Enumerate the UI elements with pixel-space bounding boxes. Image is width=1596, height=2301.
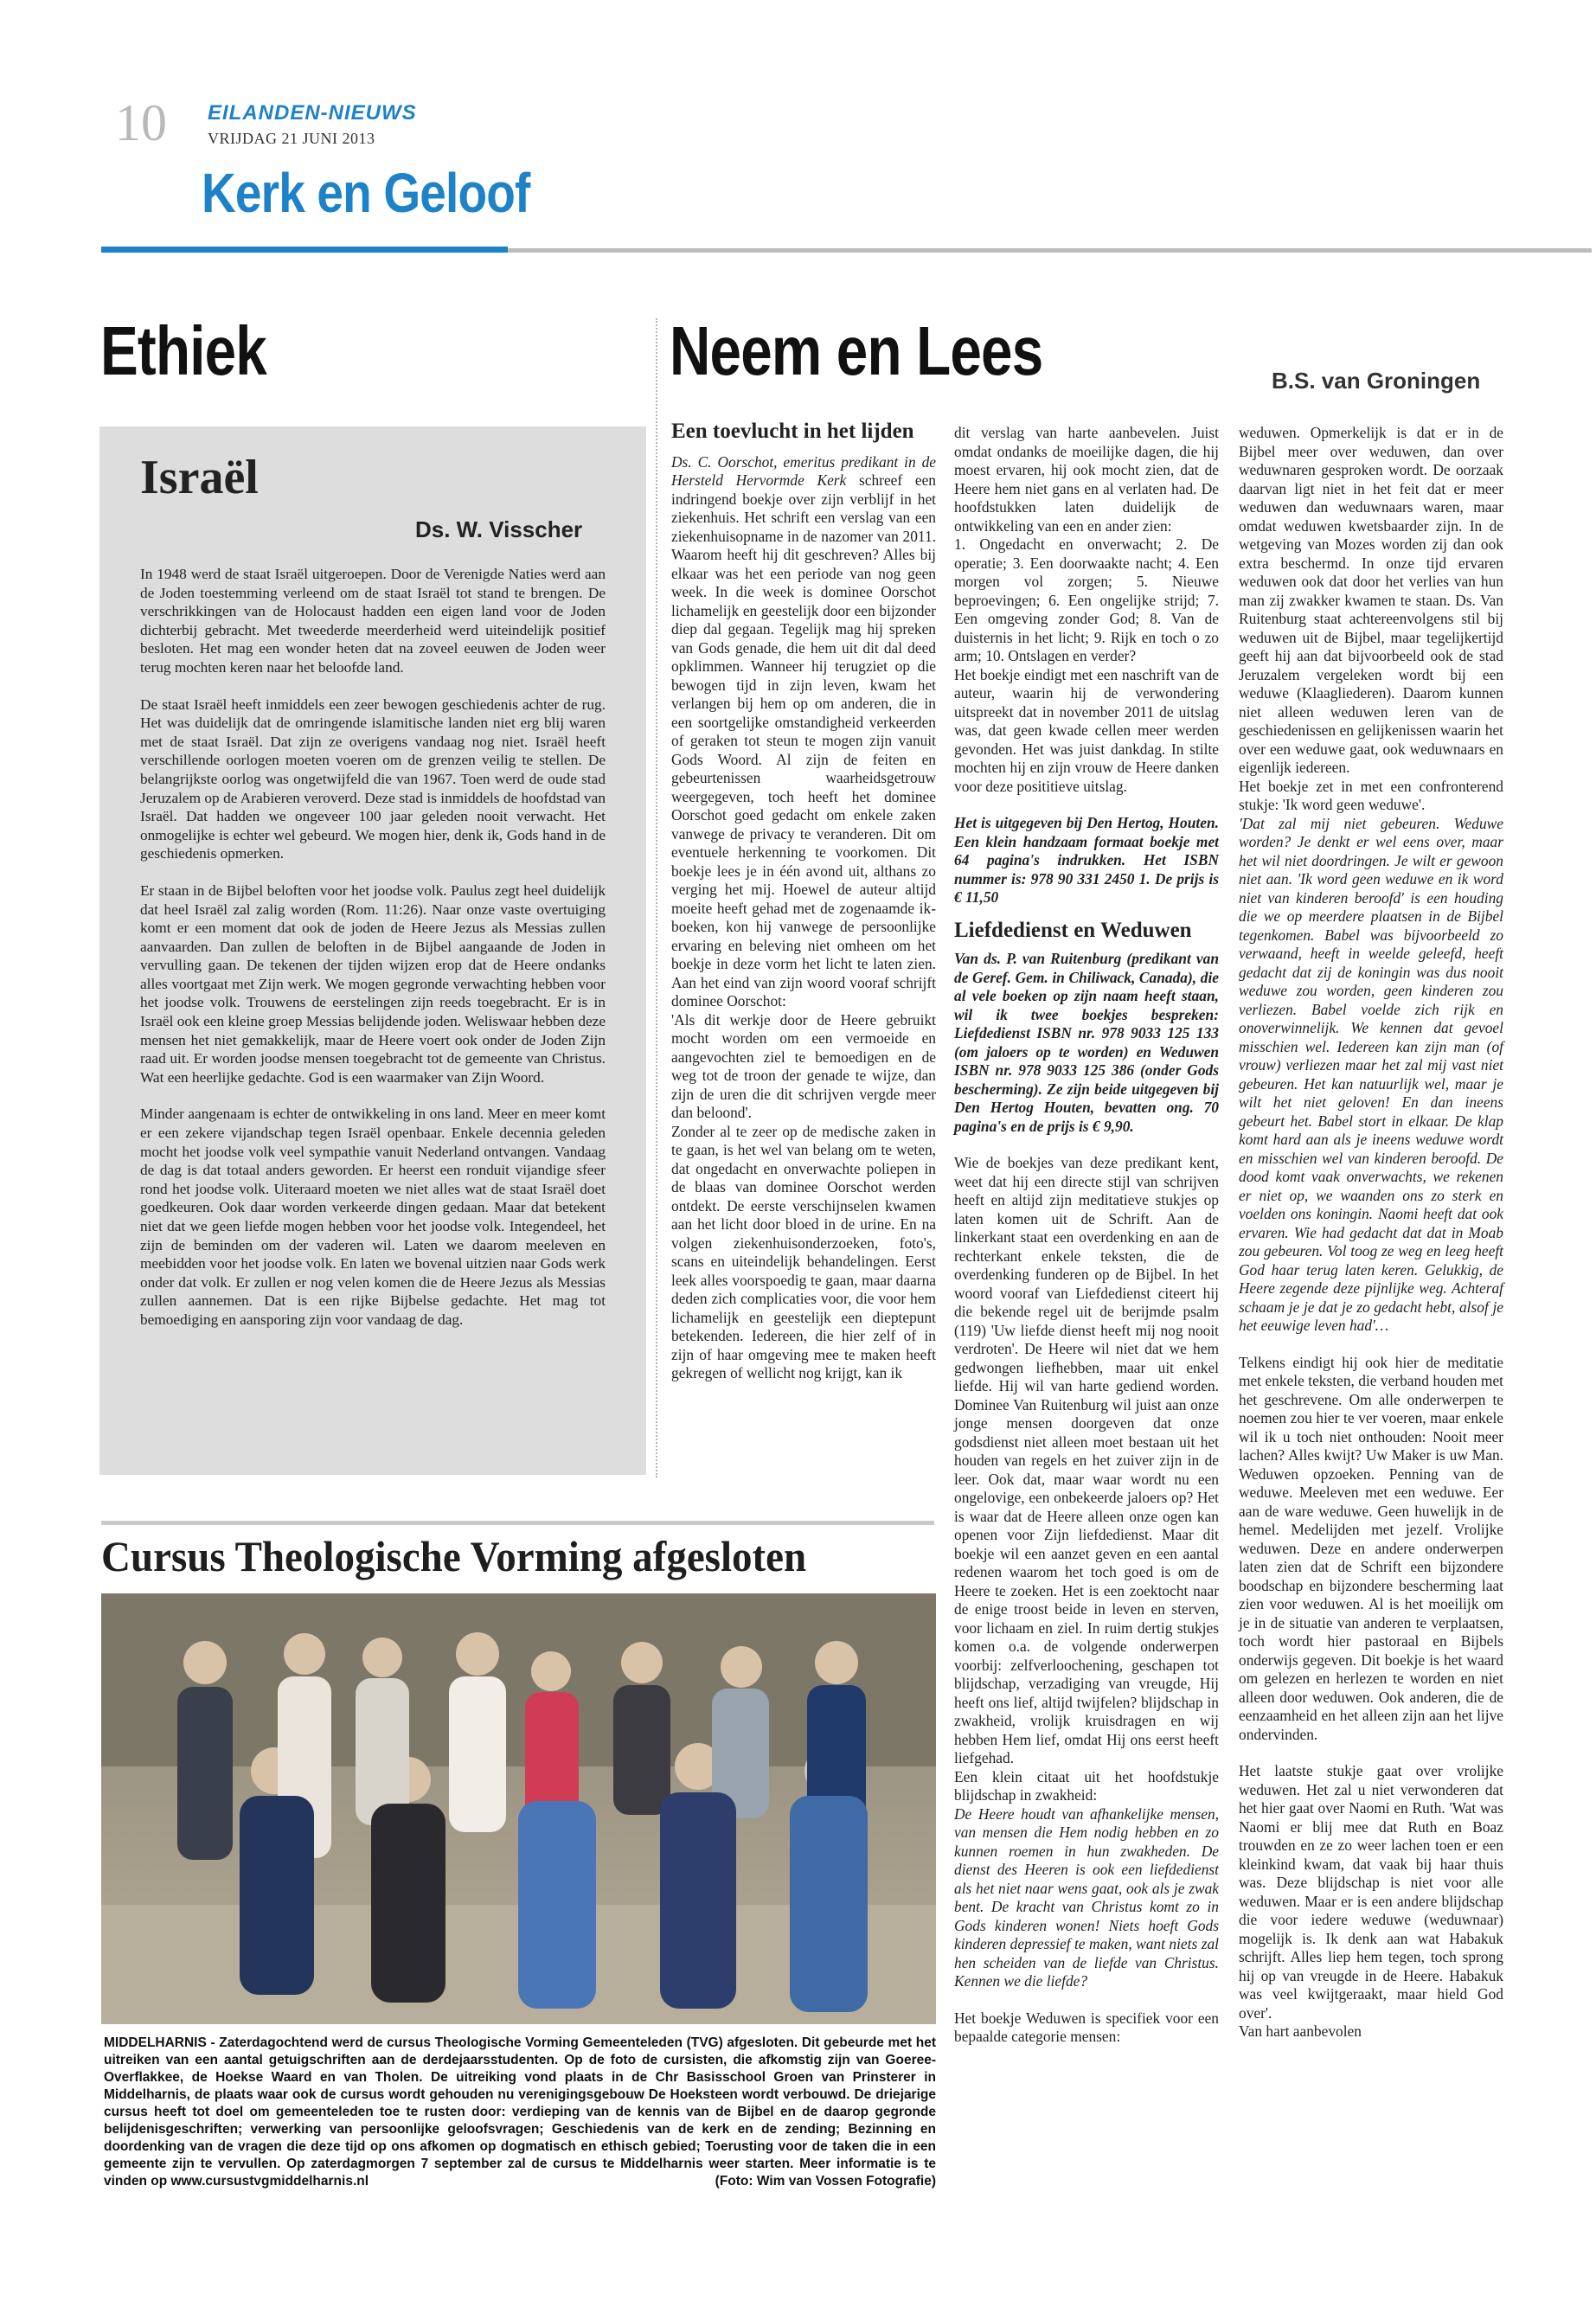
ethiek-heading: Ethiek <box>100 312 266 389</box>
paragraph: In 1948 werd de staat Israël uitgeroepen. Door de Verenigde Naties werd aan de Joden toestemming verleend om de staat Israël tot stand te brengen. De verschrikkingen van de Holocaust hadden een eigen land voor de Joden dichterbij gebracht. Met tweederde meerderheid werd uiteindelijk positief besloten. Het mag een wonder heten dat na zoveel eeuwen de Joden weer terug mochten keren naar het beloofde land. <box>140 566 606 676</box>
paragraph: De staat Israël heeft inmiddels een zeer bewogen geschiedenis achter de rug. Het was duidelijk dat de omringende islamitische landen niet erg blij waren met de staat Israël. Dat zijn ze overigens vandaag nog niet. Israël heeft verschillende oorlogen moeten voeren om de grenzen veilig te stellen. De belangrijkste oorlog was ongetwijfeld die van 1967. Toen werd de oude stad Jeruzalem op de Arabieren veroverd. Deze stad is inmiddels de hoofdstad van Israël. Dat hadden we ongeveer 100 jaar geleden nooit verwacht. Het onmogelijke is echter wel gebeurd. We mogen hier, denk ik, Gods hand in de geschiedenis opmerken. <box>140 695 606 862</box>
column-2 <box>671 422 936 1383</box>
intro-body: schreef een indringend boekje over zijn verblijf in het ziekenhuis. Het schrift een verslag van een ziekenhuisopname in de nazomer van 2011. Waarom heeft hij dit geschreven? Alles bij elkaar was het een periode van nog geen week. In die week is dominee Oorschot lichamelijk en geestelijk door een bijzonder diep dal gegaan. Tegelijk mag hij spreken van Gods genade, die hem uit dit dal deed opklimmen. Wanneer hij terugziet op die bewogen tijd in zijn leven, kwam het verlangen bij hem op om anderen, die in een soortgelijke omstandigheid verkeerden of geraken tot steun te mogen zijn vanuit Gods Woord. Al zijn de feiten en gebeurtenissen waarheidsgetrouw weergegeven, toch heeft het dominee Oorschot goed gedacht om enkele zaken vanwege de privacy te veranderen. Dit om eventuele herkenning te voorkomen. Dit boekje lees je in één avond uit, althans zo verging het mij. Hoewel de auteur altijd moeite heeft gehad met de zogenaamde ik-boeken, kon hij vanwege de persoonlijke ervaring en beleving niet omheen om het boekje in deze vorm het licht te laten zien. Aan het eind van zijn woord vooraf schrijft dominee Oorschot: <box>671 471 936 1009</box>
paragraph: dit verslag van harte aanbevelen. Juist omdat ondanks de moeilijke dagen, die hij moest ervaren, hij ook mocht zien, dat de Heere hem niet gans en al verlaten had. De hoofdstukken laten duidelijk de ontwikkeling van een en ander zien: <box>954 424 1219 535</box>
newspaper-logo: EILANDEN-NIEUWS <box>208 101 417 125</box>
ethiek-article-body <box>140 565 606 1348</box>
group-photo-illustration <box>101 1593 936 2024</box>
column-separator <box>656 318 657 1477</box>
paragraph: weduwen. Opmerkelijk is dat er in de Bijbel meer over weduwen, dan over weduwnaren gesproken wordt. De oorzaak daarvan ligt niet in het feit dat er meer weduwen dan weduwnaars waren, maar omdat weduwen kwetsbaarder zijn. In de wetgeving van Mozes worden zij dan ook extra beschermd. In onze tijd ervaren weduwen ook dat door het verlies van hun man zij zwakker kwamen te staan. Ds. Van Ruitenburg staat achtereenvolgens stil bij weduwen uit de Bijbel, maar tegelijkertijd geeft hij aan dat bijvoorbeeld ook de stad Jeruzalem vergeleken wordt bij een weduwe (Klaagliederen). Daarom kunnen niet alleen weduwen leren van de geschiedenissen en gelijkenissen waarin het over een weduwe gaat, ook weduwnaars en eigenlijk iedereen. <box>1239 424 1503 776</box>
closing-line: Van hart aanbevolen <box>1239 2022 1362 2040</box>
cursus-title: Cursus Theologische Vorming afgesloten <box>101 1532 807 1580</box>
column-4 <box>1239 424 1503 2041</box>
photo-caption <box>104 2035 936 2190</box>
neem-en-lees-heading: Neem en Lees <box>670 312 1043 389</box>
chapter-list: 1. Ongedacht en onverwacht; 2. De operatie; 3. Een doorwaakte nacht; 4. Een morgen vol zorgen; 5. Nieuwe beproevingen; 6. Een ongelijke strijd; 7. Een omgeving zonder God; 8. Van de duisternis in het licht; 9. Rijk en toch o zo arm; 10. Ontslagen en verder? <box>954 535 1219 664</box>
photo-credit: (Foto: Wim van Vossen Fotografie) <box>715 2174 936 2189</box>
issue-date: VRIJDAG 21 JUNI 2013 <box>208 130 375 147</box>
section-rule <box>508 248 1592 253</box>
section-rule-accent <box>101 247 508 253</box>
neem-en-lees-author: B.S. van Groningen <box>1272 368 1481 394</box>
quote: 'Dat zal mij niet gebeuren. Weduwe worden? Je denkt er wel eens over, maar het wil niet doordringen. Je wilt er gewoon niet aan. 'Ik word geen weduwe en ik word niet van kinderen beroofd' is een houding die we op meerdere plaatsen in de Bijbel tegenkomen. Babel was bijvoorbeeld zo verwaand, heeft in weelde geleefd, heeft gedacht dat zij de koningin was dus nooit weduwe zou worden, geen kinderen zou verliezen. Babel voelde zich rijk en onoverwinnelijk. We kennen dat gevoel misschien wel. Iedereen kan zijn man (of vrouw) verliezen maar het zal mij vast niet gebeuren. Het kan natuurlijk wel, maar je wilt het niet geloven! En dan ineens gebeurt het. Babel stort in elkaar. De klap komt hard aan als je ineens weduwe wordt en misschien wel van kinderen beroofd. De dood komt vaak onverwachts, we rekenen er niet op, we waanden ons zo sterk en voelden ons koningin. Naomi heeft dat ook ervaren. Wie had gedacht dat dat in Moab zou gebeuren. Vol toog ze weg en leeg heeft God haar terug laten keren. Gelukkig, de Heere zegende deze pijnlijke weg. Achteraf schaam je je dat je zo gedacht hebt, alsof je het eeuwige leven had'… <box>1239 814 1503 1334</box>
ethiek-article-title: Israël <box>140 451 259 504</box>
ethiek-author: Ds. W. Visscher <box>415 516 583 542</box>
column-3 <box>954 424 1219 2047</box>
group-photo <box>101 1593 936 2024</box>
paragraph: Een klein citaat uit het hoofdstukje blijdschap in zwakheid: <box>954 1767 1219 1804</box>
intro-italic: Ds. C. Oorschot, emeritus predikant in de Hersteld Hervormde Kerk <box>671 452 936 489</box>
cursus-rule <box>101 1521 934 1525</box>
article-title-toevlucht: Een toevlucht in het lijden <box>671 420 914 443</box>
paragraph: Het boekje eindigt met een naschrift van de auteur, waarin hij de verwondering uitspreekt dat in november 2011 de uitslag was, dat geen kwade cellen meer werden gevonden. Het was juist dankdag. In stilte mochten hij en zijn vrouw de Heere danken voor deze posititieve uitslag. <box>954 665 1219 795</box>
publication-info: Het is uitgegeven bij Den Hertog, Houten. Een klein handzaam formaat boekje met 64 pagina's indrukken. Het ISBN nummer is: 978 90 331 2450 1. De prijs is € 11,50 <box>954 814 1219 906</box>
section-title: Kerk en Geloof <box>202 162 530 224</box>
paragraph: Minder aangenaam is echter de ontwikkeling in ons land. Meer en meer komt er een zekere vijandschap tegen Israël openbaar. Enkele decennia geleden mocht het joodse volk veel sympathie vanuit Nederland ontvangen. Vandaag de dag is dat totaal anders geworden. Er heerst een ronduit vijandige sfeer rond het joodse volk. Uiteraard moeten we niet alles wat de staat Israël doet goedkeuren. Ook daar worden verkeerde dingen gedaan. Maar dat betekent niet dat we geen liefde mogen hebben voor het joodse volk. Integendeel, het zijn de beminden om der vaderen wil. Laten we daarom meeleven en meebidden voor het joodse volk. En laten we bovenal uitzien naar Gods werk onder dat volk. Er zullen er nog velen komen die de Heere Jezus als Messias zullen aannemen. Dat is een rijke Bijbelse gedachte. Het mag tot bemoediging en aansporing zijn voor vandaag de dag. <box>140 1106 606 1328</box>
paragraph: Het boekje Weduwen is specifiek voor een bepaalde categorie mensen: <box>954 2009 1219 2045</box>
paragraph: Zonder al te zeer op de medische zaken in te gaan, is het wel van belang om te weten, dat ongedacht en onverwachte poliepen in de blaas van dominee Oorschot werden ontdekt. De eerste verschijnselen kwamen aan het licht door bloed in de urine. En na volgen ziekenhuisonderzoeken, foto's, scans en uiteindelijk behandelingen. Eerst leek alles voorspoedig te gaan, maar daarna deden zich complicaties voor, die voor hem lichamelijk en geestelijk een dieptepunt betekenden. Iedereen, die hier zelf of in zijn of haar omgeving mee te maken heeft gekregen of wellicht nog krijgt, kan ik <box>671 1122 936 1381</box>
paragraph: Wie de boekjes van deze predikant kent, weet dat hij een directe stijl van schrijven heeft en altijd zijn meditatieve stukjes op laten komen uit de Schrift. Aan de linkerkant staat een overdenking en aan de rechterkant enkele teksten, die de overdenking funderen op de Bijbel. In het woord vooraf van Liefdedienst citeert hij die bekende regel uit de berijmde psalm (119) 'Uw liefde dienst heeft mij nog nooit verdroten'. De Heere wil niet dat we hem gedwongen liefhebben, maar uit enkel liefde. Hij wil van harte gediend worden. Dominee Van Ruitenburg wil juist aan onze jonge mensen doorgeven dat onze godsdienst niet alleen moet bestaan uit het houden van regels en het zuiver zijn in de leer. Ook dat, maar waar wordt nu een ongelovige, een onbekeerde jaloers op? Het is waar dat de Heere alleen onze ogen kan openen voor Zijn liefdedienst. Maar dit boekje wil een aanzet geven en een aantal redenen waarom het toch goed is om de Heere te zoeken. Het is een zoektocht naar de enige troost beide in leven en sterven, voor lichaam en ziel. In ruim dertig stukjes komen o.a. de volgende onderwerpen voorbij: zelfverloochening, geschapen tot blijdschap, verzadiging van vreugde, Hij heeft ons lief, altijd twijfelen? blijdschap in zwakheid, vrolijk kruisdragen en wij hebben Hem lief, omdat Hij ons eerst heeft liefgehad. <box>954 1154 1219 1766</box>
paragraph: Telkens eindigt hij ook hier de meditatie met enkele teksten, die verband houden met het geschrevene. Om alle onderwerpen te noemen zou hier te ver voeren, maar enkele wil ik u toch niet onthouden: Nooit meer lachen? Alles kwijt? Uw Maker is uw Man. Weduwen opzoeken. Penning van de weduwe. Meeleven met een weduwe. Eer aan de ware weduwe. Geen huwelijk in de hemel. Medelijden met jezelf. Vrolijke weduwen. Deze en andere onderwerpen laten zien dat de Schrift een bijzondere boodschap en bijzondere bescherming laat zien voor weduwen. Al is het moeilijk om je in de situatie van anderen te verplaatsen, toch wordt hier pastoraal en Bijbels onderwijs gegeven. Dit boekje is het waard om gelezen en herlezen te worden en niet alleen door weduwen. Ook anderen, die de eenzaamheid en het alleen zijn aan het lijve ondervinden. <box>1239 1353 1503 1743</box>
paragraph: Het boekje zet in met een confronterend stukje: 'Ik word geen weduwe'. <box>1239 777 1503 813</box>
quote: De Heere houdt van afhankelijke mensen, van mensen die Hem nodig hebben en zo kunnen roemen in hun zwakheden. De dienst des Heeren is ook een liefdedienst als het niet naar wens gaat, ook als je zwak bent. De kracht van Christus komt zo in Gods kinderen wonen! Niets hoeft Gods kinderen depressief te maken, want niets zal hen scheiden van de liefde van Christus. Kennen we die liefde? <box>954 1804 1219 1990</box>
paragraph: Er staan in de Bijbel beloften voor het joodse volk. Paulus zegt heel duidelijk dat heel Israël zal zalig worden (Rom. 11:26). Naar onze vaste overtuiging komt er een moment dat ook de joden de Heere Jezus als Messias zullen aanvaarden. Dan zullen de beloften in de Bijbel aangaande de Joden in vervulling gaan. De tekenen der tijden wijzen erop dat de Heere ondanks alles voortgaat met Zijn werk. We mogen gegronde verwachting hebben voor het joodse volk. Trouwens de eerstelingen zijn reeds toegebracht. Er is in Israël ook een kleine groep Messias belijdende joden. Weliswaar hebben deze mensen het niet gemakkelijk, maar de Heere voert ook onder de Joden Zijn raad uit. Er worden joodse mensen toegebracht tot de gemeente van Christus. Wat een heerlijke gedachte. God is een waarmaker van Zijn Woord. <box>140 881 606 1086</box>
paragraph: Het laatste stukje gaat over vrolijke weduwen. Het zal u niet verwonderen dat het hier gaat over Naomi en Ruth. 'Wat was Naomi er blij mee dat Ruth en Boaz trouwden en ze zo weer lachen toen er een kleinkind kwam, dat vaak bij haar thuis was. Deze blijdschap is niet voor alle weduwen. Maar er is een andere blijdschap die voor iedere weduwe (weduwnaar) mogelijk is. Ik denk aan wat Habakuk schrijft. Alles liep hem tegen, toch sprong hij op van vreugde in de Heere. Habakuk was veel kwijtgeraakt, maar hield God over'. <box>1239 1762 1503 2022</box>
paragraph <box>671 453 936 1011</box>
quote: 'Als dit werkje door de Heere gebruikt mocht worden om een vermoeide en aangevochten ziel te bemoedigen en de weg tot de troon der genade te wijze, dan zijn de uren die dit schrijven vergde meer dan beloond'. <box>671 1010 936 1121</box>
article-intro: Van ds. P. van Ruitenburg (predikant van de Geref. Gem. in Chiliwack, Canada), die al vele boeken op zijn naam heeft staan, wil ik twee boekjes bespreken: Liefdedienst ISBN nr. 978 9033 125 133 (om jaloers op te worden) en Weduwen ISBN nr. 978 9033 125 386 (onder Gods bescherming). Ze zijn beide uitgegeven bij Den Hertog Houten, bevatten ong. 70 pagina's en de prijs is € 9,90. <box>954 950 1219 1135</box>
caption-text: MIDDELHARNIS - Zaterdagochtend werd de cursus Theologische Vorming Gemeenteleden (TVG) afgesloten. Dit gebeurde met het uitreiken van een aantal getuigschriften aan de derdejaarsstudenten. Op de foto de cursisten, die afkomstig zijn van Goeree-Overflakkee, de Hoekse Waard en van Tholen. De uitreiking vond plaats in de Chr Basisschool Groen van Prinsterer in Middelharnis, de plaats waar ook de cursus wordt gehouden nu verenigingsgebouw De Hoeksteen wordt verbouwd. De driejarige cursus heeft tot doel om gemeenteleden toe te rusten door: verdieping van de kennis van de Bijbel en de daarop gegronde belijdenisgeschriften; verwerking van persoonlijke geloofsvragen; Geschiedenis van de kerk en de zending; Bezinning en doordenking van de vragen die deze tijd op ons afkomen op dogmatisch en ethisch gebied; Toerusting voor de taken die in een gemeente zijn te vervullen. Op zaterdagmorgen 7 september zal de cursus te Middelharnis weer starten. Meer informatie is te vinden op www.cursustvgmiddelharnis.nl <box>104 2035 936 2189</box>
page-number: 10 <box>115 94 167 151</box>
article-title-liefdedienst: Liefdedienst en Weduwen <box>954 918 1192 942</box>
